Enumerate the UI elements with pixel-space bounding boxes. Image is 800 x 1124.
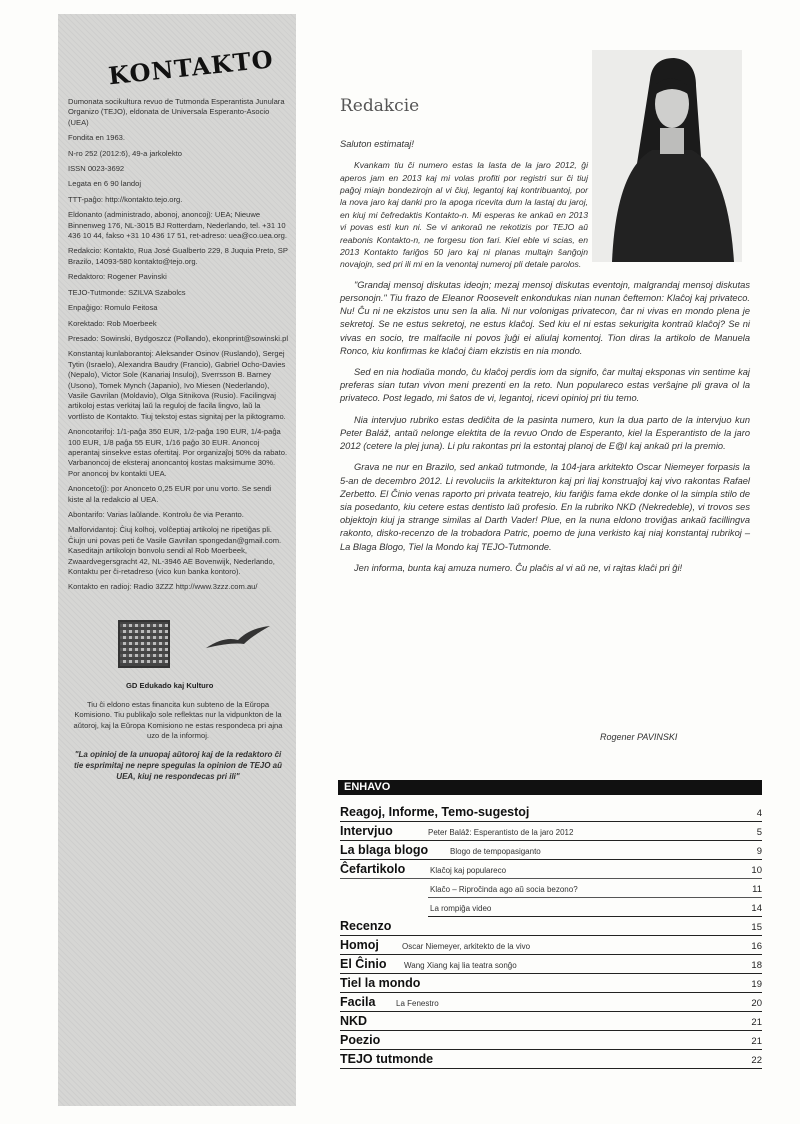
toc-row[interactable] <box>340 1012 762 1031</box>
editorial-article <box>340 138 750 583</box>
toc-page-number: 22 <box>751 1055 762 1066</box>
toc-page-number: 10 <box>751 865 762 876</box>
toc-section: NKD <box>340 1014 368 1028</box>
toc-page-number: 18 <box>751 960 762 971</box>
toc-section: Recenzo <box>340 919 392 933</box>
toc-row[interactable] <box>340 1031 762 1050</box>
article-paragraph-3: Sed en nia hodiaŭa mondo, ĉu klaĉoj perdis iom da signifo, ĉar multaj eksponas vin sentime kaj preferas sian tutan vivon meni prezenti en la reto. Nun populareco estas verŝajne pli grava ol la privateco. Post legado, mi ŝatos de vi, legantoj, ricevi opinioj pri tiu temo. <box>340 367 750 404</box>
article-salutation: Saluton estimataj! <box>340 139 414 149</box>
toc-row[interactable] <box>340 822 762 841</box>
masthead-editorial: Redakcio: Kontakto, Rua José Gualberto 229, 8 Juquia Preto, SP Brazilo, 14093-580 kontakto@tejo.org. <box>68 246 288 266</box>
toc-section: Tiel la mondo <box>340 976 421 990</box>
toc-row[interactable] <box>340 955 762 974</box>
masthead-sidebar <box>58 14 296 1106</box>
masthead-intro: Dumonata socikultura revuo de Tutmonda Esperantista Junulara Organizo (TEJO), eldonata de Universala Esperanto-Asocio (UEA) <box>68 97 285 127</box>
masthead-small-ads: Anonceto(j): por Anonceto 0,25 EUR por unu vorto. Se sendi kiste al la redakcio al UEA. <box>68 484 272 504</box>
toc-subtitle: Oscar Niemeyer, arkitekto de la vivo <box>402 942 531 951</box>
toc-section: Homoj <box>340 938 379 952</box>
article-paragraph-1: Kvankam tiu ĉi numero estas la lasta de la jaro 2012, ĝi aperos jam en 2013 kaj mi volas profiti por registri sur ĉi tiuj paĝoj miajn bondezirojn al vi ĉiuj, legantoj kaj kontribuantoj, por la nova jaro kaj danki pro la apoga ricevita dum la lastaj du jaroj, en kiuj mi ĉefredaktis Kontakto-n. Mi esperas ke ankaŭ en 2013 vi povas esti kun ni. Se vi ankoraŭ ne rekotizis por TEJO aŭ reabonis Kontakto-n, ne forgesu tion fari. Kiel eble vi scias, en 2013 Kontakto fariĝos 50 jaro kaj ni planas multajn ŝanĝojn novajojn, sed pri ili mi en la venontaj numeroj pli detale parolos. <box>340 160 588 270</box>
masthead-radio: Kontakto en radioj: Radio 3ZZZ http://www.3zzz.com.au/ <box>68 582 258 592</box>
masthead-proofreading: Korektado: Rob Moerbeek <box>68 318 157 328</box>
masthead-printer: Presado: Sowinski, Bydgoszcz (Pollando), ekonprint@sowinski.pl <box>68 333 289 343</box>
toc-section: Ĉefartikolo <box>340 862 406 876</box>
masthead-founded: Fondita en 1963. <box>68 133 125 143</box>
page-title: Redakcie <box>340 96 420 116</box>
ged-title: GD Edukado kaj Kulturo <box>126 680 214 690</box>
toc-subtitle: Wang Xiang kaj lia teatra sonĝo <box>404 961 517 970</box>
masthead-layout: Enpaĝigo: Romulo Feitosa <box>68 303 158 313</box>
eu-funding-note: Tiu ĉi eldono estas financita kun subteno de la Eŭropa Komisiono. Tiu publikaĵo sole reflektas nur la vidpunkton de la aŭtoroj, kaj la Eŭropa Komisiono ne estas respondeca pri ajna uzo de la informoj. <box>73 699 283 741</box>
toc-section: Reagoj, Informe, Temo-sugestoj <box>340 805 530 819</box>
toc-row[interactable] <box>340 936 762 955</box>
toc-page-number: 16 <box>751 941 762 952</box>
masthead-tejo: TEJO-Tutmonde: SZILVA Szabolcs <box>68 287 186 297</box>
toc-row[interactable] <box>340 1050 762 1069</box>
toc-header: ENHAVO <box>338 780 762 795</box>
toc-row[interactable] <box>428 879 762 898</box>
toc-page-number: 4 <box>756 808 762 819</box>
article-signature: Rogener PAVINSKI <box>600 732 678 742</box>
masthead-www: TTT-paĝo: http://kontakto.tejo.org. <box>68 194 183 204</box>
toc-subtitle: La Fenestro <box>396 999 439 1008</box>
table-of-contents <box>340 803 762 1069</box>
masthead-issn: ISSN 0023-3692 <box>68 164 125 174</box>
toc-subtitle: Klaĉoj kaj populareco <box>430 866 507 875</box>
masthead-editor: Redaktoro: Rogener Pavinski <box>68 272 167 282</box>
kontakto-logo: KONTAKTO <box>106 44 275 91</box>
toc-row[interactable] <box>340 841 762 860</box>
toc-row[interactable] <box>340 993 762 1012</box>
masthead-issue: N-ro 252 (2012:6), 49-a jarkolekto <box>68 148 182 158</box>
toc-row[interactable] <box>428 898 762 917</box>
toc-page-number: 21 <box>751 1017 762 1028</box>
toc-section: Facila <box>340 995 376 1009</box>
toc-row[interactable] <box>340 917 762 936</box>
toc-page-number: 19 <box>751 979 762 990</box>
toc-row[interactable] <box>340 860 762 879</box>
toc-page-number: 14 <box>751 903 762 914</box>
article-paragraph-5: Grava ne nur en Brazilo, sed ankaŭ tutmonde, la 104-jara arkitekto Oscar Niemeyer forpasis la 5-an de decembro 2012. Li revoluciis la arkitekturon kaj pri liaj konstruaĵoj kaj vivo rakontas Rafael Zerbetto. El Ĉinio venas raporto pri privata teatrejo, kiu fariĝis fama ekde donke ol la simpla stilo de sia posedanto, kiu cetere estas dentisto laŭ profesio. En la rubriko NKD (Nekredeble), vi trovos ses objektojn kiuj ja strange similas al Darth Vader! Plue, en la nuna eldono troviĝas ankaŭ facillingva rakonto, disko-recenzo de la trobadora Patric, poemo de juna verkisto kaj niaj konstantaj rubrikoj – La Blaga Blogo, Tiel la Mondo kaj TEJO-Tutmonde. <box>340 462 750 552</box>
eu-bird-logo-icon <box>204 622 274 652</box>
masthead-subscription: Abontarifo: Varias laŭlande. Kontrolu ĉe via Peranto. <box>68 510 244 519</box>
toc-page-number: 21 <box>751 1036 762 1047</box>
toc-subtitle: Peter Baláž: Esperantisto de la jaro 2012 <box>428 828 574 837</box>
toc-row[interactable] <box>340 803 762 822</box>
toc-section: TEJO tutmonde <box>340 1052 434 1066</box>
toc-subtitle: Klaĉo – Riproĉinda ago aŭ socia bezono? <box>430 885 578 894</box>
masthead-disclaimer: Malforvidantoj: Ĉiuj kolhoj, volĉeptiaj artikoloj ne ripetiĝas pli. Ĉiujn uni povas peti ĉe Vasile Gavrilan spongedan@gmail.com. Kaseditajn artikolojn bonvolu sendi al Rob Moerbeek, Zwaardvegersgracht 42, NL-3946 AE Bovenwijk, Nederlando, Kontaktu per ĉi-retadreso (vico kun banka kontoro). <box>68 525 282 577</box>
article-wrapped-column <box>340 138 588 271</box>
masthead-publisher: Eldonanto (administrado, abonoj, anoncoj): UEA; Nieuwe Binnenweg 176, NL-3015 BJ Rotterdam, Nederlando, tel. +31 10 436 10 44, fakso +31 10 436 17 51, ret-adreso: uea@co.uea.org. <box>68 210 288 241</box>
toc-page-number: 9 <box>756 846 762 857</box>
article-paragraph-2: "Grandaj mensoj diskutas ideojn; mezaj mensoj diskutas eventojn, malgrandaj mensoj diskutas personojn." Tiu frazo de Eleanor Roosevelt enkondukas nian nunan ĉeftemon: Klaĉoj kaj privateco. Nu! Ĉu ni ne ekzistos unu sen la alia. Ni nur volonigas privatecon, ĉar ni vivas en mondo plena je sekretoj. Se ne estus sekretoj, ne estus klaĉoj. Sed kiu el ni estas sekurigita kontraŭ klaĉoj? Se ni vivas en socio, tre malfacile ni povos ĵuĝi ei aliulaj komentoj. Tion diras la artikolo de Manuela Ronco, kiu konfirmas ke klaĉoj ĉiam ekzistis en nia mondo. <box>340 279 750 356</box>
disclaimer-quote: "La opinioj de la unuopaj aŭtoroj kaj de la redaktoro ĉi tie esprimitaj ne nepre spegulas la opinion de TEJO aŭ UEA, kiuj ne respondecas pri ili" <box>73 750 283 782</box>
toc-page-number: 5 <box>756 827 762 838</box>
toc-row[interactable] <box>340 974 762 993</box>
article-paragraph-6: Jen informa, bunta kaj amuza numero. Ĉu plaĉis al vi aŭ ne, vi rajtas klaĉi pri ĝi! <box>354 562 683 573</box>
toc-section: La blaga blogo <box>340 843 429 857</box>
toc-page-number: 20 <box>751 998 762 1009</box>
qr-code-icon <box>118 620 170 668</box>
toc-section: Intervjuo <box>340 824 393 838</box>
masthead-ad-rates: Anoncotarifoj: 1/1-paĝa 350 EUR, 1/2-paĝa 190 EUR, 1/4-paĝa 100 EUR, 1/8 paĝa 55 EUR, 1/16 paĝo 30 EUR. Anoncoj aperantaj sinsekve estas ofertitaj. Por organizaĵoj 50% da rabato. Varbanoncoj de eksteraj anoncantoj kostas maksimume 30%. Por anoncoj bv kontakti UEA. <box>68 427 288 478</box>
toc-section: El Ĉinio <box>340 957 387 971</box>
toc-section: Poezio <box>340 1033 381 1047</box>
toc-subtitle: Blogo de tempopasiganto <box>450 847 541 856</box>
toc-page-number: 15 <box>751 922 762 933</box>
toc-page-number: 11 <box>752 884 762 895</box>
masthead-print-run: Legata en 6 90 landoj <box>68 179 142 189</box>
masthead-contributors: Konstantaj kunlaborantoj: Aleksander Osinov (Ruslando), Sergej Tytin (Israelo), Alexandra Baudry (Francio), Gabriel Ocho-Davies (Nepalo), Victor Sole (Kanariaj Insuloj), Sverrsson B. Barney (Usono), Tomek Mynch (Japanio), Ivo Miesen (Nederlando), Vasile Gavrilan (Moldavio), Olga Sitnikova (Rusio). Facilingvaj artikoloj estas verkitaj laŭ la reguloj de facila lingvo, laŭ la vortlisto de Kontakto. Tiuj tekstoj estas signitaj per la piktogramo. <box>68 349 286 421</box>
toc-subtitle: La rompiĝa video <box>430 904 492 913</box>
article-paragraph-4: Nia intervjuo rubriko estas dediĉita de la pasinta numero, kun la dua parto de la intervjuo kun Peter Baláž, antaŭ nelonge elektita de la revuo Ondo de Esperanto, kiel la Esperantisto de la jaro 2012 (cetere la plej juna). Li plu rakontas pri la estontaj planoj de E@I kaj ankaŭ pri la premio. <box>340 414 750 452</box>
